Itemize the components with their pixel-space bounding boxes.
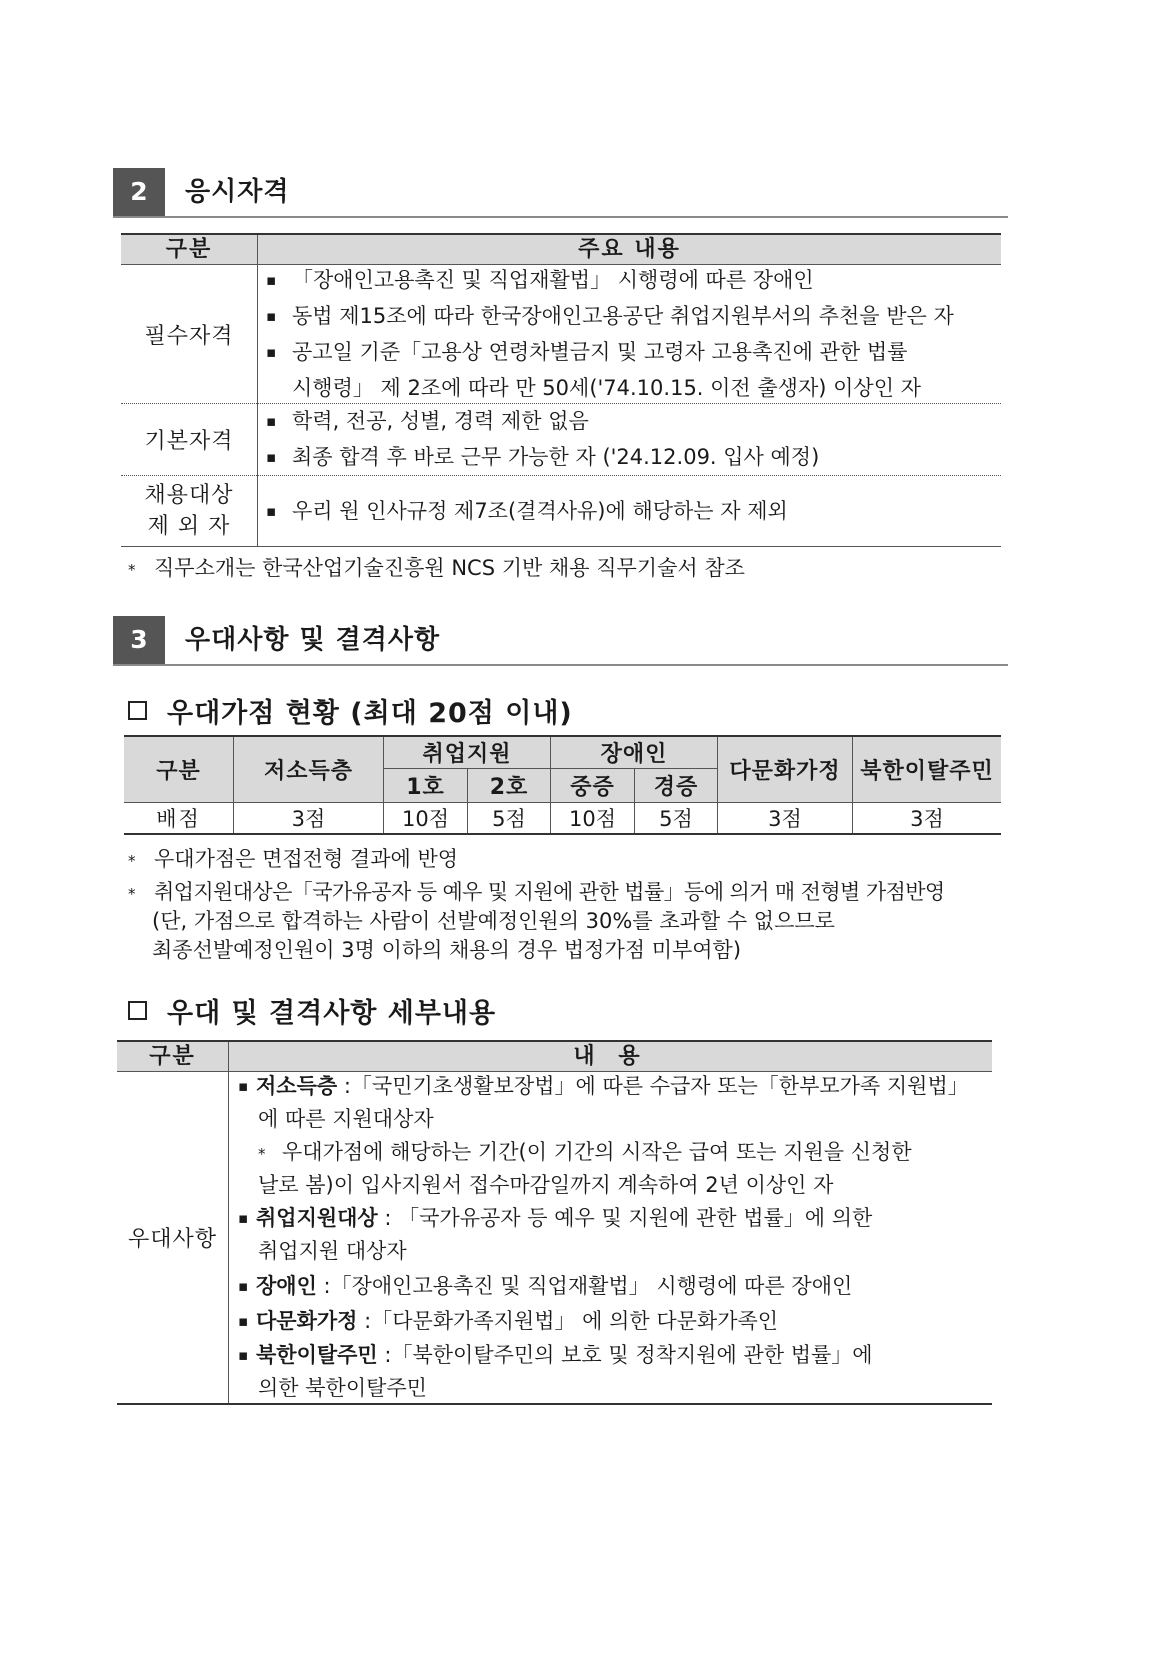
bullet-icon	[238, 1303, 256, 1341]
header-multicultural: 다문화가정	[718, 737, 852, 802]
asterisk-icon: *	[128, 885, 135, 903]
list-item: ▪학력, 전공, 성별, 경력 제한 없음	[266, 403, 589, 441]
bullet-icon	[238, 1337, 256, 1375]
section-2-title: 응시자격	[185, 177, 290, 207]
bullet-icon	[238, 1068, 256, 1106]
header-low-income: 저소득층	[234, 737, 383, 802]
header-employment-support: 취업지원	[384, 737, 550, 768]
bonus-note-continuation: (단, 가점으로 합격하는 사람이 선발예정인원의 30%를 초과할 수 없으므로	[152, 909, 835, 933]
list-item: ▪저소득층 :「국민기초생활보장법」에 따른 수급자 또는「한부모가족 지원법」	[238, 1068, 969, 1106]
list-item-continuation: 취업지원 대상자	[258, 1239, 407, 1263]
bullet-icon	[238, 1268, 256, 1306]
header-category: 구분	[124, 737, 233, 802]
header-disabled-severe: 중증	[551, 769, 634, 802]
header-employment-2: 2호	[468, 769, 550, 802]
score-employment-2: 5점	[492, 807, 526, 831]
bonus-note-continuation: 최종선발예정인원이 3명 이하의 채용의 경우 법정가점 미부여함)	[152, 938, 742, 962]
row-label-preference: 우대사항	[127, 1227, 217, 1252]
bullet-icon	[266, 493, 292, 531]
table-header-category: 구분	[117, 1042, 228, 1071]
score-low-income: 3점	[291, 807, 326, 831]
score-disabled-severe: 10점	[568, 807, 616, 831]
asterisk-icon: *	[128, 852, 136, 870]
row-label-basic: 기본자격	[144, 429, 234, 454]
subsection-details-title: 우대 및 결격사항 세부내용	[128, 990, 496, 1030]
checkbox-square-icon	[128, 1001, 147, 1020]
list-item-continuation: 의한 북한이탈주민	[258, 1376, 427, 1400]
header-nk-defector: 북한이탈주민	[853, 737, 1001, 802]
header-disabled: 장애인	[551, 737, 717, 768]
section-3-header	[113, 616, 1008, 666]
header-employment-1: 1호	[384, 769, 467, 802]
list-item-subnote: * 우대가점에 해당하는 기간(이 기간의 시작은 급여 또는 지원을 신청한	[258, 1134, 912, 1172]
row-label-score: 배점	[156, 807, 201, 831]
score-disabled-mild: 5점	[659, 807, 693, 831]
bonus-note: * 우대가점은 면접전형 결과에 반영	[128, 843, 458, 878]
section-2-header	[113, 168, 1008, 218]
list-item: ▪우리 원 인사규정 제7조(결격사유)에 해당하는 자 제외	[266, 493, 788, 531]
list-item: ▪공고일 기준「고용상 연령차별금지 및 고령자 고용촉진에 관한 법률	[266, 334, 907, 372]
list-item: ▪장애인 :「장애인고용촉진 및 직업재활법」 시행령에 따른 장애인	[238, 1268, 852, 1306]
subsection-bonus-title: 우대가점 현황 (최대 20점 이내)	[128, 690, 573, 730]
list-item: ▪「장애인고용촉진 및 직업재활법」 시행령에 따른 장애인	[266, 262, 814, 300]
list-item: ▪동법 제15조에 따라 한국장애인고용공단 취업지원부서의 추천을 받은 자	[266, 298, 954, 336]
list-item-continuation: 에 따른 지원대상자	[258, 1107, 434, 1131]
list-item: ▪취업지원대상 : 「국가유공자 등 예우 및 지원에 관한 법률」에 의한	[238, 1200, 872, 1238]
score-multicultural: 3점	[768, 807, 802, 831]
bullet-icon	[266, 439, 292, 477]
bullet-icon	[238, 1200, 256, 1238]
list-item: ▪최종 합격 후 바로 근무 가능한 자 ('24.12.09. 입사 예정)	[266, 439, 819, 477]
bullet-icon	[266, 298, 292, 336]
table-header-category: 구분	[121, 235, 257, 264]
header-disabled-mild: 경증	[635, 769, 717, 802]
section-2-number: 2	[113, 168, 165, 216]
row-label-excluded: 채용대상 제 외 자	[144, 483, 234, 539]
table-header-content: 주요 내용	[258, 235, 1001, 264]
bullet-icon	[266, 334, 292, 372]
score-employment-1: 10점	[401, 807, 449, 831]
list-item: ▪다문화가정 :「다문화가족지원법」 에 의한 다문화가족인	[238, 1303, 778, 1341]
asterisk-icon: *	[128, 561, 136, 579]
list-item-continuation: 시행령」 제 2조에 따라 만 50세('74.10.15. 이전 출생자) 이상인 자	[292, 376, 921, 400]
score-nk-defector: 3점	[910, 807, 944, 831]
section-3-number: 3	[113, 616, 165, 664]
checkbox-square-icon	[128, 701, 147, 720]
list-item-continuation: 날로 봄)이 입사지원서 접수마감일까지 계속하여 2년 이상인 자	[258, 1173, 834, 1197]
asterisk-icon: *	[258, 1145, 266, 1163]
bullet-icon	[266, 262, 292, 300]
bullet-icon	[266, 403, 292, 441]
table-header-content: 내 용	[229, 1042, 992, 1071]
bonus-note: * 취업지원대상은「국가유공자 등 예우 및 지원에 관한 법률」등에 의거 매 전형별 가점반영	[128, 876, 945, 911]
section-3-title: 우대사항 및 결격사항	[185, 625, 441, 655]
row-label-required: 필수자격	[144, 323, 234, 349]
list-item: ▪북한이탈주민 :「북한이탈주민의 보호 및 정착지원에 관한 법률」에	[238, 1337, 873, 1375]
table-note: * 직무소개는 한국산업기술진흥원 NCS 기반 채용 직무기술서 참조	[128, 552, 745, 587]
